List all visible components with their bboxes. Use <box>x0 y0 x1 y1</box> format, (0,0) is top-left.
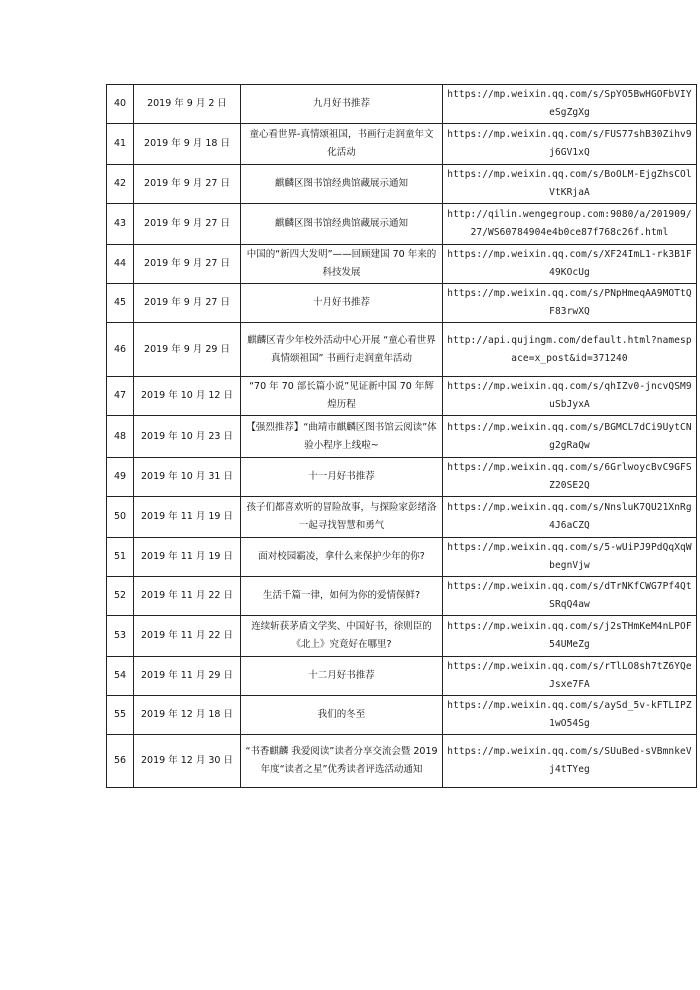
table-row <box>107 538 697 577</box>
row-number: 54 <box>107 657 134 696</box>
row-number: 46 <box>107 323 134 377</box>
table-row <box>107 696 697 735</box>
row-url[interactable]: https://mp.weixin.qq.com/s/6GrlwoycBvC9GFSZ20SE2Q <box>443 458 697 497</box>
row-title: 十二月好书推荐 <box>241 657 443 696</box>
table-row <box>107 85 697 124</box>
row-date: 2019 年 9 月 27 日 <box>134 165 241 204</box>
row-date: 2019 年 12 月 18 日 <box>134 696 241 735</box>
table-row <box>107 377 697 416</box>
row-number: 55 <box>107 696 134 735</box>
row-title: 童心看世界-真情颂祖国，书画行走润童年文化活动 <box>241 124 443 165</box>
row-title: 九月好书推荐 <box>241 85 443 124</box>
row-date: 2019 年 11 月 22 日 <box>134 616 241 657</box>
row-title: 【强烈推荐】“曲靖市麒麟区图书馆云阅读”体验小程序上线啦~ <box>241 416 443 458</box>
row-title: 十月好书推荐 <box>241 284 443 323</box>
row-date: 2019 年 10 月 12 日 <box>134 377 241 416</box>
row-title: 麒麟区图书馆经典馆藏展示通知 <box>241 204 443 245</box>
row-date: 2019 年 11 月 29 日 <box>134 657 241 696</box>
row-url[interactable]: https://mp.weixin.qq.com/s/XF24ImL1-rk3B1F49KOcUg <box>443 245 697 284</box>
table-row <box>107 458 697 497</box>
row-date: 2019 年 9 月 2 日 <box>134 85 241 124</box>
row-number: 41 <box>107 124 134 165</box>
row-url[interactable]: https://mp.weixin.qq.com/s/PNpHmeqAA9MOTtQF83rwXQ <box>443 284 697 323</box>
table-row <box>107 165 697 204</box>
row-date: 2019 年 11 月 19 日 <box>134 538 241 577</box>
row-date: 2019 年 10 月 31 日 <box>134 458 241 497</box>
row-date: 2019 年 11 月 19 日 <box>134 497 241 538</box>
row-title: 孩子们都喜欢听的冒险故事，与探险家彭绪洛一起寻找智慧和勇气 <box>241 497 443 538</box>
row-number: 53 <box>107 616 134 657</box>
row-url[interactable]: https://mp.weixin.qq.com/s/FUS77shB30Zihv9j6GV1xQ <box>443 124 697 165</box>
row-title: “书香麒麟 我爱阅读”读者分享交流会暨 2019 年度“读者之星”优秀读者评选活动通知 <box>241 735 443 788</box>
row-date: 2019 年 9 月 27 日 <box>134 204 241 245</box>
row-number: 56 <box>107 735 134 788</box>
row-number: 51 <box>107 538 134 577</box>
row-url[interactable]: http://api.qujingm.com/default.html?namespace=x_post&id=371240 <box>443 323 697 377</box>
row-number: 44 <box>107 245 134 284</box>
row-number: 40 <box>107 85 134 124</box>
table-row <box>107 245 697 284</box>
table-row <box>107 616 697 657</box>
row-date: 2019 年 10 月 23 日 <box>134 416 241 458</box>
table-row <box>107 657 697 696</box>
row-number: 47 <box>107 377 134 416</box>
row-date: 2019 年 9 月 29 日 <box>134 323 241 377</box>
row-date: 2019 年 9 月 18 日 <box>134 124 241 165</box>
row-date: 2019 年 9 月 27 日 <box>134 245 241 284</box>
row-number: 48 <box>107 416 134 458</box>
row-title: 面对校园霸凌，拿什么来保护少年的你? <box>241 538 443 577</box>
row-title: 我们的冬至 <box>241 696 443 735</box>
records-table <box>106 84 697 788</box>
row-url[interactable]: https://mp.weixin.qq.com/s/BGMCL7dCi9UytCNg2gRaQw <box>443 416 697 458</box>
row-number: 52 <box>107 577 134 616</box>
row-title: 十一月好书推荐 <box>241 458 443 497</box>
row-url[interactable]: https://mp.weixin.qq.com/s/BoOLM-EjgZhsCOlVtKRjaA <box>443 165 697 204</box>
row-date: 2019 年 11 月 22 日 <box>134 577 241 616</box>
row-date: 2019 年 12 月 30 日 <box>134 735 241 788</box>
table-row <box>107 577 697 616</box>
table-row <box>107 284 697 323</box>
row-number: 49 <box>107 458 134 497</box>
row-url[interactable]: https://mp.weixin.qq.com/s/j2sTHmKeM4nLPOF54UMeZg <box>443 616 697 657</box>
row-number: 42 <box>107 165 134 204</box>
row-date: 2019 年 9 月 27 日 <box>134 284 241 323</box>
row-number: 45 <box>107 284 134 323</box>
row-url[interactable]: https://mp.weixin.qq.com/s/rTlLO8sh7tZ6YQeJsxe7FA <box>443 657 697 696</box>
row-url[interactable]: http://qilin.wengegroup.com:9080/a/201909/27/WS60784904e4b0ce87f768c26f.html <box>443 204 697 245</box>
table-row <box>107 497 697 538</box>
row-url[interactable]: https://mp.weixin.qq.com/s/NnsluK7QU21XnRg4J6aCZQ <box>443 497 697 538</box>
row-url[interactable]: https://mp.weixin.qq.com/s/dTrNKfCWG7Pf4QtSRqQ4aw <box>443 577 697 616</box>
table-row <box>107 735 697 788</box>
row-number: 50 <box>107 497 134 538</box>
row-title: 中国的“新四大发明”——回顾建国 70 年来的科技发展 <box>241 245 443 284</box>
row-number: 43 <box>107 204 134 245</box>
table-row <box>107 204 697 245</box>
records-table-body <box>107 85 697 788</box>
row-url[interactable]: https://mp.weixin.qq.com/s/qhIZv0-jncvQSM9uSbJyxA <box>443 377 697 416</box>
table-row <box>107 323 697 377</box>
table-row <box>107 124 697 165</box>
row-url[interactable]: https://mp.weixin.qq.com/s/aySd_5v-kFTLIPZ1wO54Sg <box>443 696 697 735</box>
row-url[interactable]: https://mp.weixin.qq.com/s/5-wUiPJ9PdQqXqWbegnVjw <box>443 538 697 577</box>
table-row <box>107 416 697 458</box>
row-title: 生活千篇一律，如何为你的爱情保鲜? <box>241 577 443 616</box>
row-title: “70 年 70 部长篇小说”见证新中国 70 年辉煌历程 <box>241 377 443 416</box>
row-title: 连续斩获茅盾文学奖、中国好书，徐则臣的《北上》究竟好在哪里? <box>241 616 443 657</box>
row-title: 麒麟区青少年校外活动中心开展 “童心看世界 真情颂祖国” 书画行走润童年活动 <box>241 323 443 377</box>
row-title: 麒麟区图书馆经典馆藏展示通知 <box>241 165 443 204</box>
row-url[interactable]: https://mp.weixin.qq.com/s/SUuBed-sVBmnkeVj4tTYeg <box>443 735 697 788</box>
row-url[interactable]: https://mp.weixin.qq.com/s/SpYO5BwHGOFbVIYeSgZgXg <box>443 85 697 124</box>
